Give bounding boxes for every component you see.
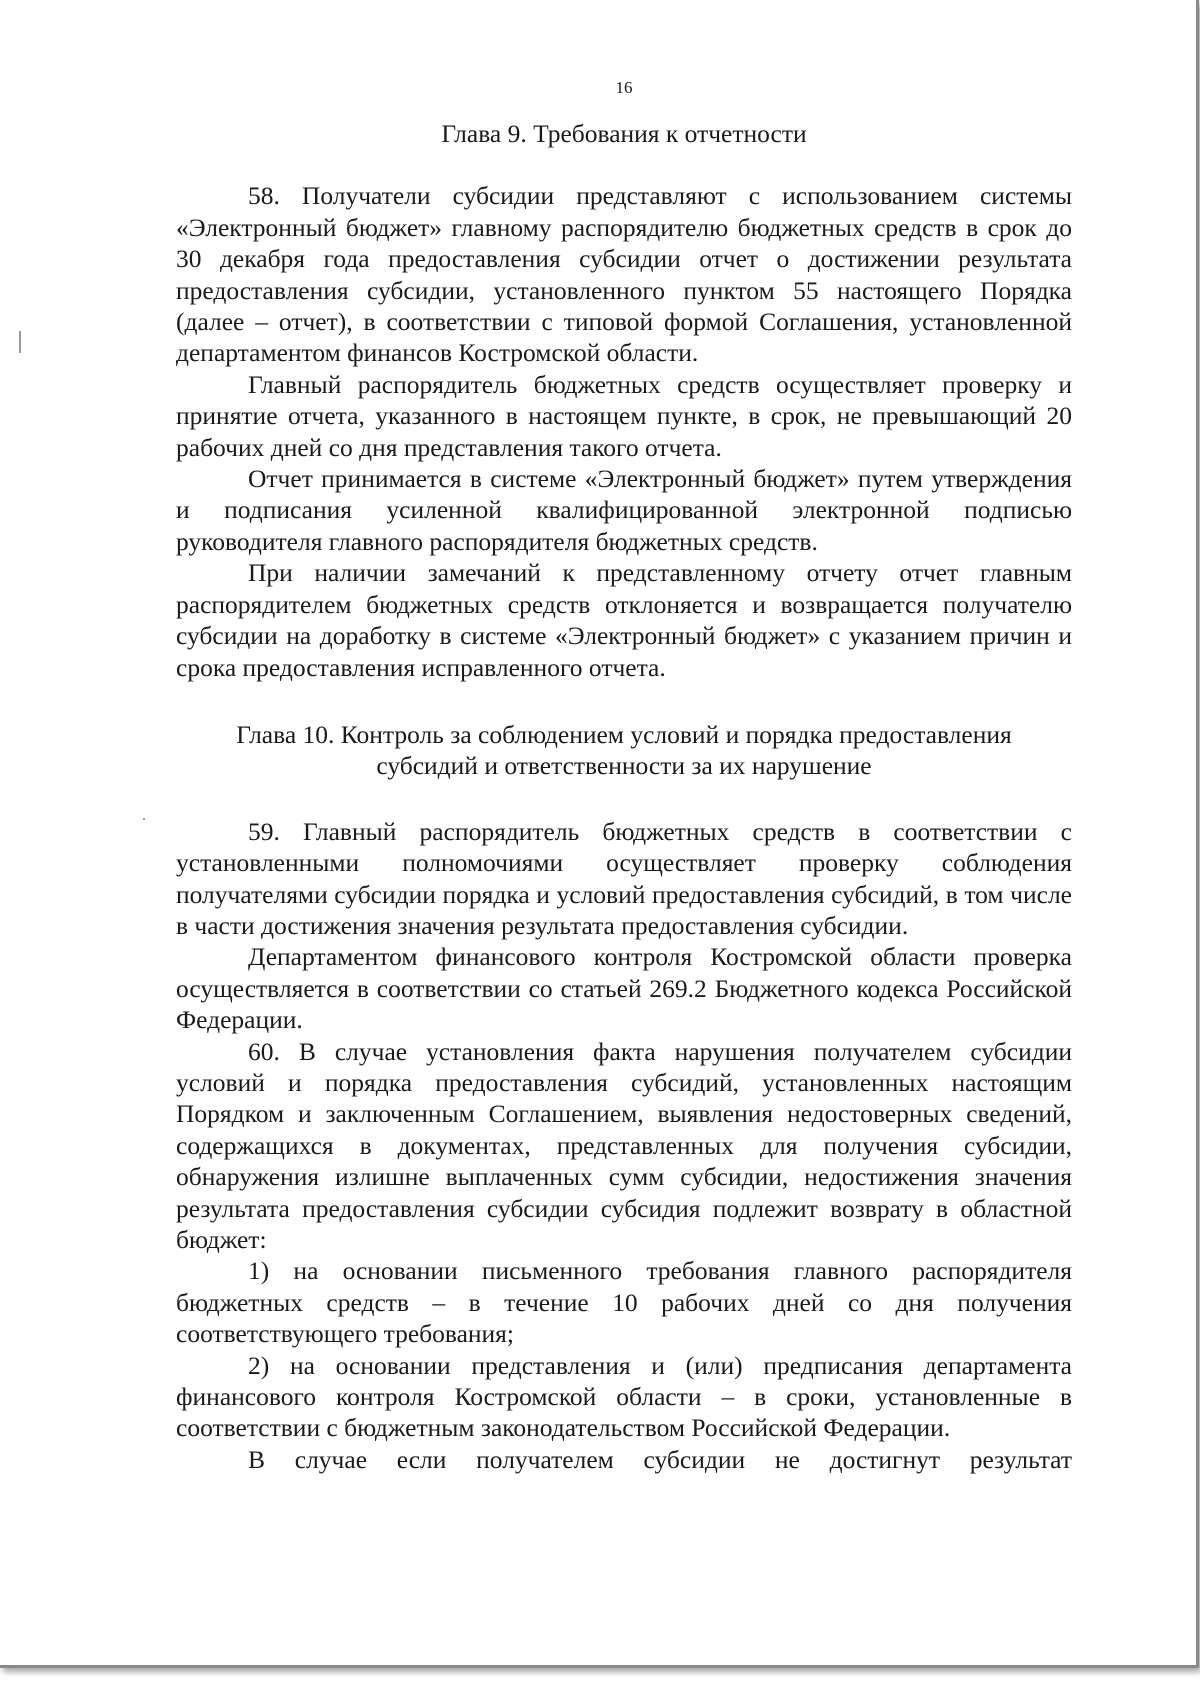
paragraph-58: 58. Получатели субсидии представляют с использованием системы «Электронный бюджет» главному распорядителю бюджетных средств в срок до 30 декабря года предоставления субсидии отчет о достижении результата предоставления субсидии, установленного пунктом 55 настоящего Порядка (далее – отчет), в соответствии с типовой формой Соглашения, установленной департаментом финансов Костромской области. bbox=[176, 181, 1072, 368]
scan-artifact-mark bbox=[19, 331, 21, 353]
paragraph-59: 59. Главный распорядитель бюджетных средств в соответствии с установленными полномочиями осуществляет проверку соблюдения получателями субсидии порядка и условий предоставления субсидий, в том числе в части достижения значения результата предоставления субсидии. bbox=[176, 816, 1072, 940]
chapter-9-heading: Глава 9. Требования к отчетности bbox=[441, 119, 807, 148]
chapter-10-heading-line-1: Глава 10. Контроль за соблюдением условий и порядка предоставления bbox=[236, 719, 1012, 749]
list-item-1: 1) на основании письменного требования главного распорядителя бюджетных средств – в течение 10 рабочих дней со дня получения соответствующего требования; bbox=[176, 1256, 1072, 1349]
list-item-2: 2) на основании представления и (или) предписания департамента финансового контроля Костромской области – в сроки, установленные в соответствии с бюджетным законодательством Российской Федерации. bbox=[176, 1350, 1072, 1443]
chapter-10-heading bbox=[176, 719, 1072, 782]
paragraph-60: 60. В случае установления факта нарушения получателем субсидии условий и порядка предоставления субсидий, установленных настоящим Порядком и заключенным Соглашением, выявления недостоверных сведений, содержащихся в документах, представленных для получения субсидии, обнаружения излишне выплаченных сумм субсидии, недостижения значения результата предоставления субсидии субсидия подлежит возврату в областной бюджет: bbox=[176, 1036, 1072, 1254]
paragraph-report-acceptance: Отчет принимается в системе «Электронный бюджет» путем утверждения и подписания усиленной квалифицированной электронной подписью руководителя главного распорядителя бюджетных средств. bbox=[176, 464, 1072, 556]
page-number: 16 bbox=[615, 78, 633, 97]
paragraph-financial-control: Департаментом финансового контроля Костромской области проверка осуществляется в соответствии со статьей 269.2 Бюджетного кодекса Российской Федерации. bbox=[176, 942, 1072, 1035]
page-text bbox=[176, 78, 1072, 1475]
paragraph-last-line: В случае если получателем субсидии не достигнут результат bbox=[248, 1444, 1072, 1474]
paragraph-report-rejection: При наличии замечаний к представленному отчету отчет главным распорядителем бюджетных средств отклоняется и возвращается получателю субсидии на доработку в системе «Электронный бюджет» с указанием причин и срока предоставления исправленного отчета. bbox=[176, 558, 1072, 682]
chapter-10-heading-line-2: субсидий и ответственности за их нарушение bbox=[376, 751, 872, 781]
scan-artifact-dot bbox=[143, 818, 145, 820]
paragraph-report-check: Главный распорядитель бюджетных средств осуществляет проверку и принятие отчета, указанного в настоящем пункте, в срок, не превышающий 20 рабочих дней со дня представления такого отчета. bbox=[176, 369, 1072, 462]
